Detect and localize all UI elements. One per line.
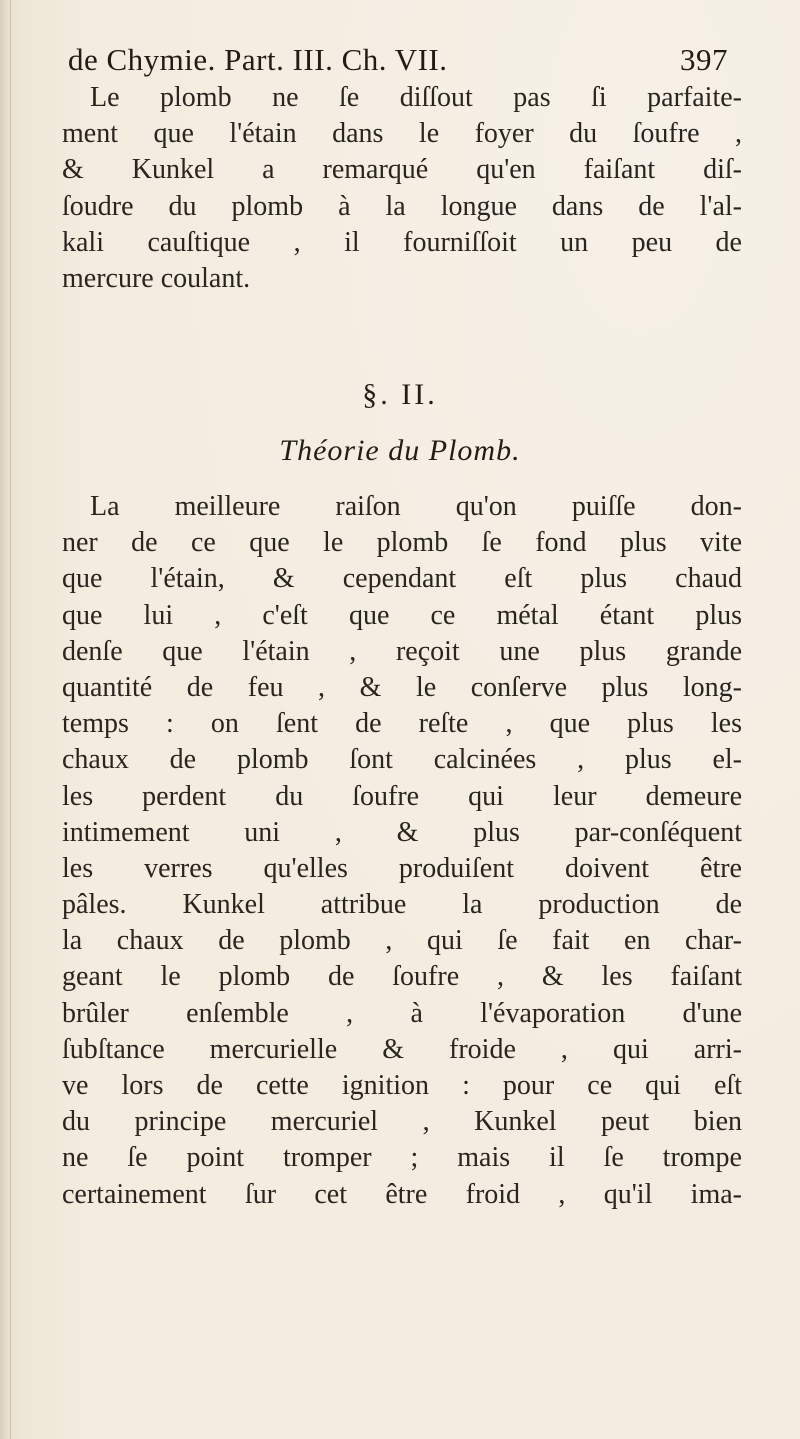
text-line: que l'étain, & cependant eſt plus chaud — [62, 563, 742, 595]
text-line: les verres qu'elles produiſent doivent être — [62, 852, 742, 884]
text-line: ne ſe point tromper ; mais il ſe trompe — [62, 1142, 742, 1174]
page-binding-edge — [0, 0, 11, 1439]
text-line: pâles. Kunkel attribue la production de — [62, 889, 742, 921]
text-line: du principe mercuriel , Kunkel peut bien — [62, 1106, 742, 1138]
text-line: intimement uni , & plus par-conſéquent — [62, 816, 742, 848]
text-line: temps : on ſent de reſte , que plus les — [62, 708, 742, 740]
running-title: de Chymie. Part. III. Ch. VII. — [68, 42, 448, 77]
text-line: ve lors de cette ignition : pour ce qui eſt — [62, 1070, 742, 1101]
text-line: & Kunkel a remarqué qu'en faiſant diſ- — [62, 154, 742, 186]
text-line: ſubſtance mercurielle & froide , qui arri- — [62, 1033, 742, 1065]
text-line: que lui , c'eſt que ce métal étant plus — [62, 599, 742, 631]
section-title: Théorie du Plomb. — [279, 434, 521, 467]
text-line: les perdent du ſoufre qui leur demeure — [62, 780, 742, 812]
running-header — [68, 42, 728, 78]
text-line: ment que l'étain dans le foyer du ſoufre , — [62, 118, 742, 150]
paragraph-1 — [62, 80, 742, 297]
paragraph-2 — [62, 489, 742, 1213]
text-line: kali cauſtique , il fourniſſoit un peu de — [62, 226, 742, 258]
text-line: la chaux de plomb , qui ſe fait en char- — [62, 925, 742, 957]
text-line: chaux de plomb ſont calcinées , plus el- — [62, 744, 742, 776]
page-number: 397 — [680, 42, 728, 77]
section-number: §. II. — [362, 378, 438, 411]
text-line: denſe que l'étain , reçoit une plus grande — [62, 635, 742, 667]
text-line: mercure coulant. — [62, 262, 251, 294]
text-line: Le plomb ne ſe diſſout pas ſi parfaite- — [90, 82, 742, 113]
text-line: La meilleure raiſon qu'on puiſſe don- — [90, 491, 742, 522]
text-line: ner de ce que le plomb ſe fond plus vite — [62, 527, 742, 559]
text-line: brûler enſemble , à l'évaporation d'une — [62, 997, 742, 1029]
text-line: ſoudre du plomb à la longue dans de l'al- — [62, 190, 742, 222]
text-line: geant le plomb de ſoufre , & les faiſant — [62, 961, 742, 993]
text-line: quantité de feu , & le conſerve plus long- — [62, 671, 742, 703]
text-line: certainement ſur cet être froid , qu'il ima- — [62, 1178, 742, 1210]
